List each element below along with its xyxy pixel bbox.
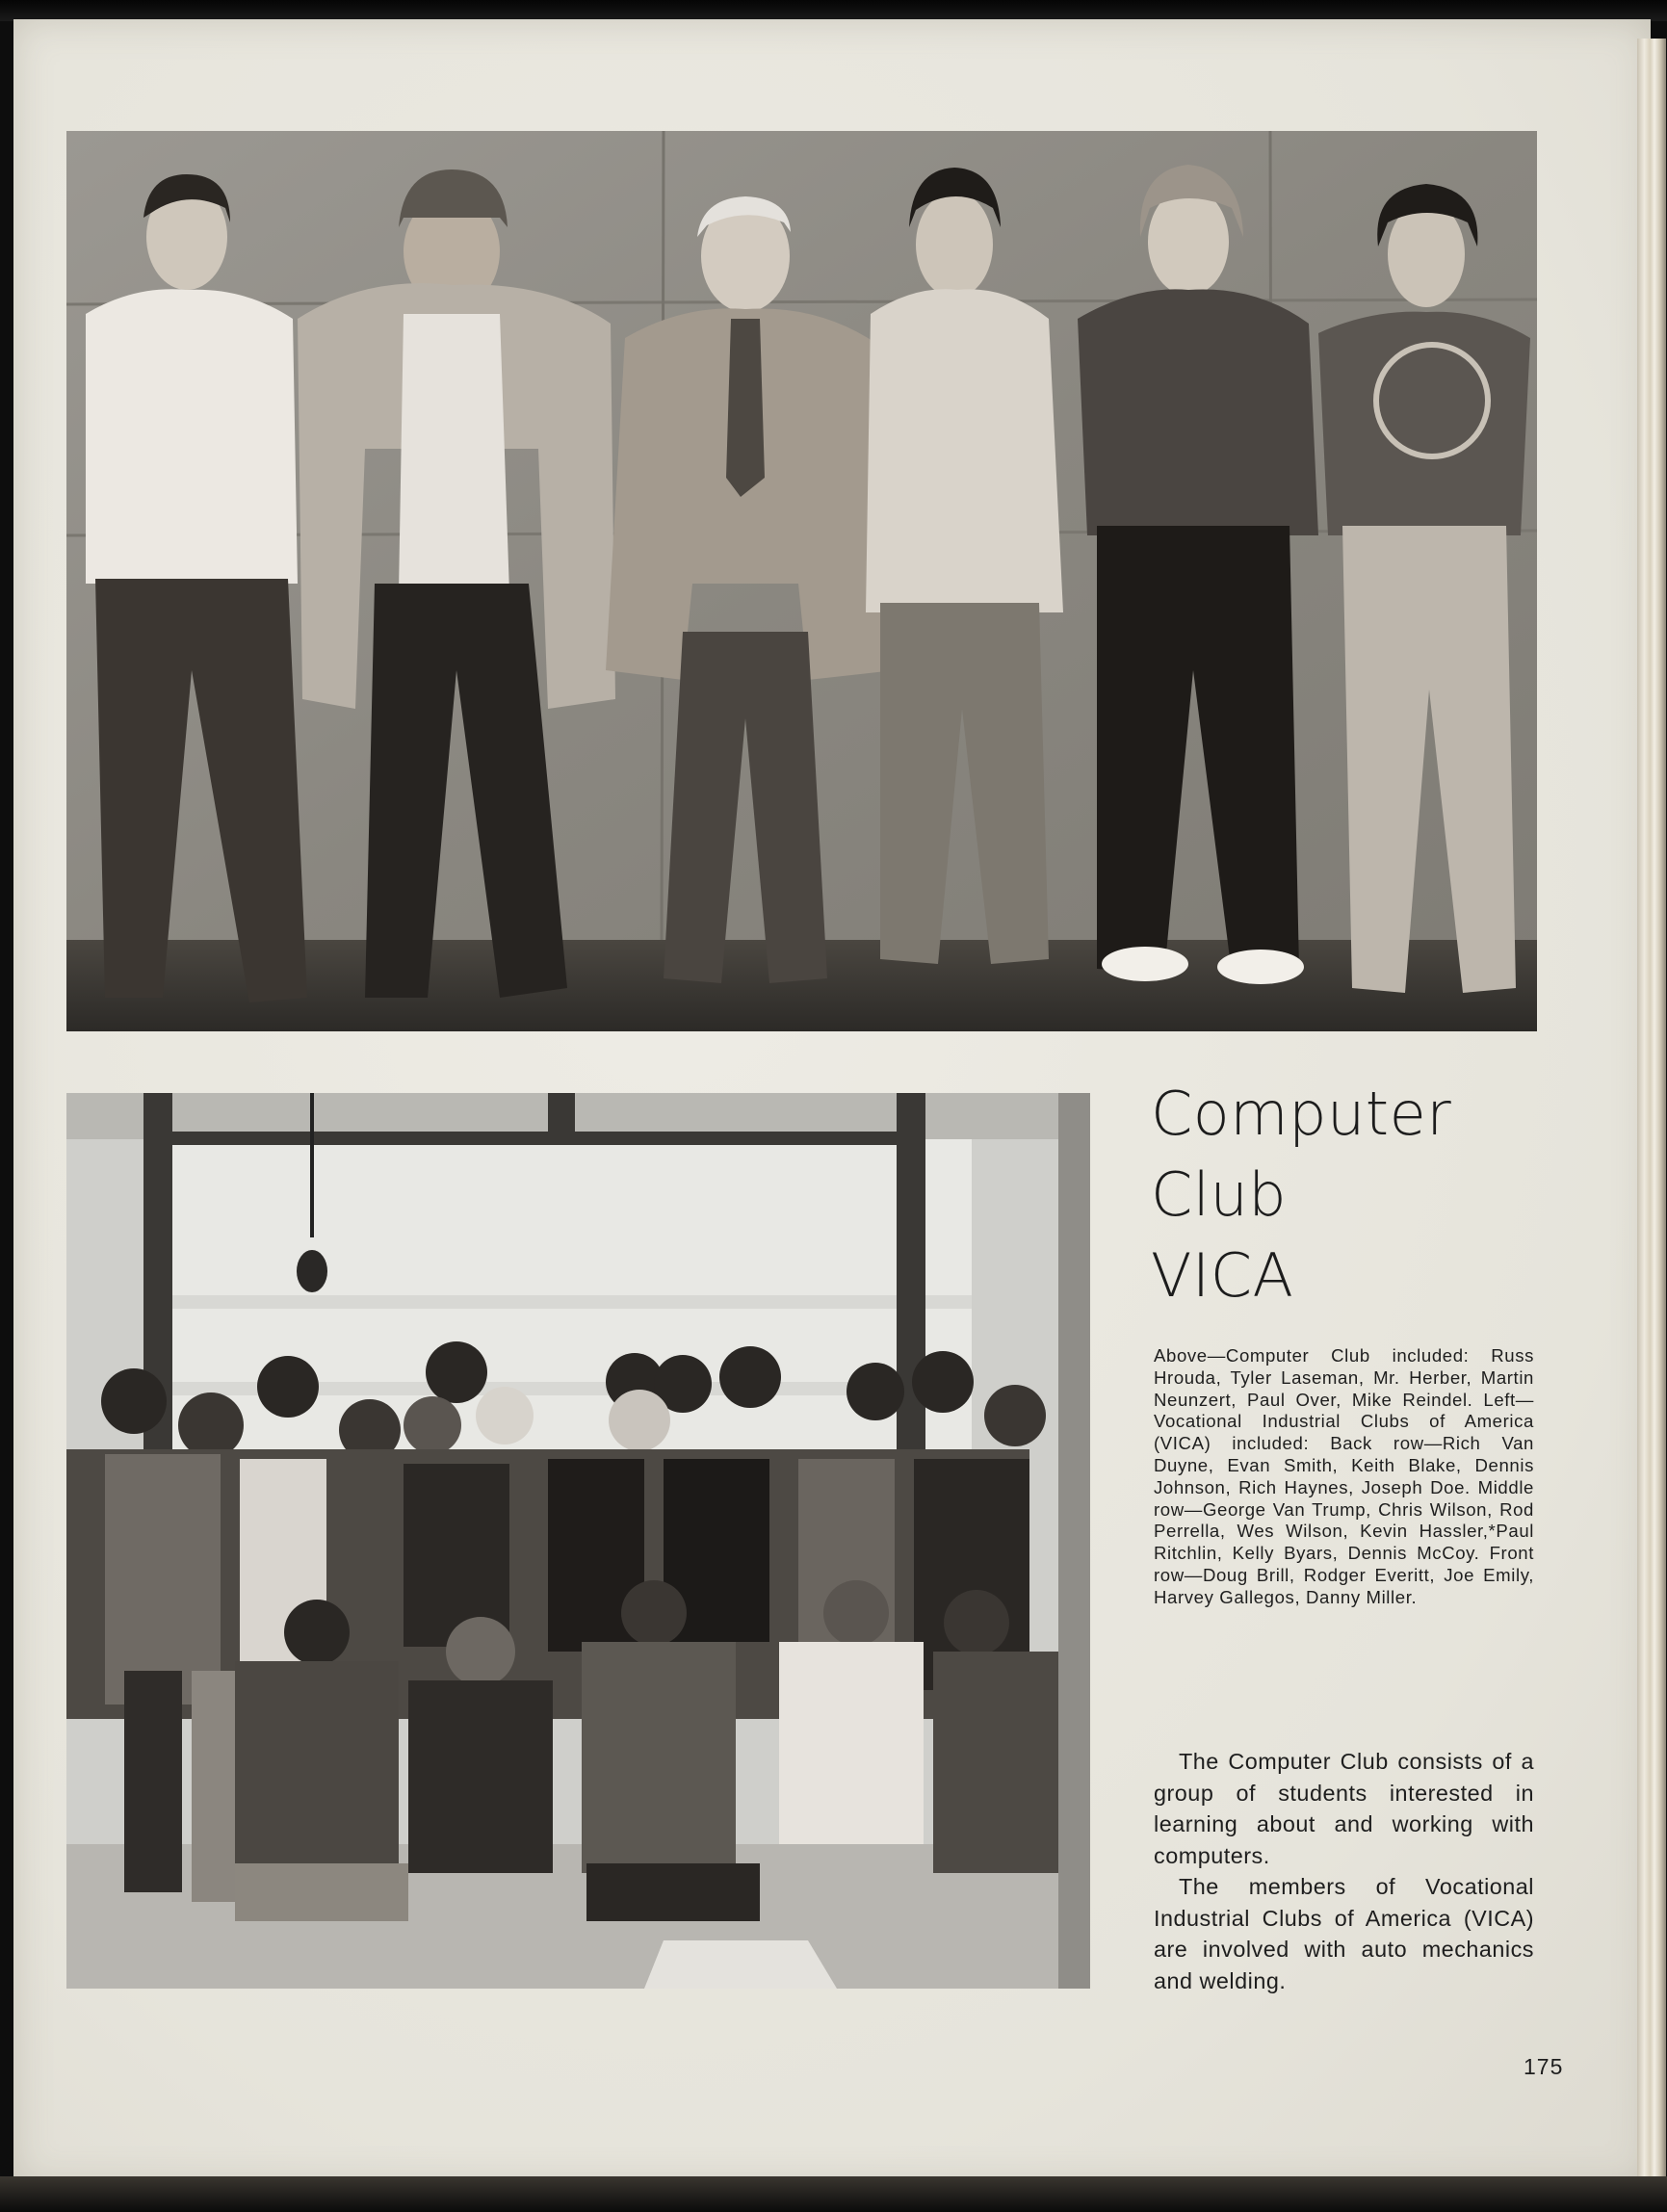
body-text xyxy=(1154,1746,1534,1996)
page-number: 175 xyxy=(1524,2054,1564,2079)
page-stack-edge xyxy=(1637,39,1666,2176)
title-line-club: Club xyxy=(1151,1159,1288,1230)
body-paragraph-computer-club: The Computer Club consists of a group of students interested in learning about and working with computers. xyxy=(1154,1749,1534,1868)
vica-group-photo xyxy=(66,1093,1090,1989)
photo-caption: Above—Computer Club included: Russ Hrouda, Tyler Laseman, Mr. Herber, Martin Neunzert, Paul Over, Mike Reindel. Left—Vocational Industrial Clubs of America (VICA) included: Back row—Rich Van Duyne, Evan Smith, Keith Blake, Dennis Johnson, Rich Haynes, Joseph Doe. Middle row—George Van Trump, Chris Wilson, Rod Perrella, Wes Wilson, Kevin Hassler,*Paul Ritchlin, Kelly Byars, Dennis McCoy. Front row—Doug Brill, Rodger Everitt, Joe Emily, Harvey Gallegos, Danny Miller. xyxy=(1154,1345,1534,1607)
scan-bottom-border xyxy=(0,2176,1667,2212)
title-line-vica: VICA xyxy=(1151,1240,1294,1311)
computer-club-photo xyxy=(66,131,1537,1031)
body-paragraph-vica: The members of Vocational Industrial Clubs of America (VICA) are involved with auto mechanics and welding. xyxy=(1154,1874,1534,1993)
section-title xyxy=(1151,1074,1555,1316)
title-line-computer: Computer xyxy=(1151,1079,1452,1149)
scan-top-border xyxy=(0,0,1667,21)
